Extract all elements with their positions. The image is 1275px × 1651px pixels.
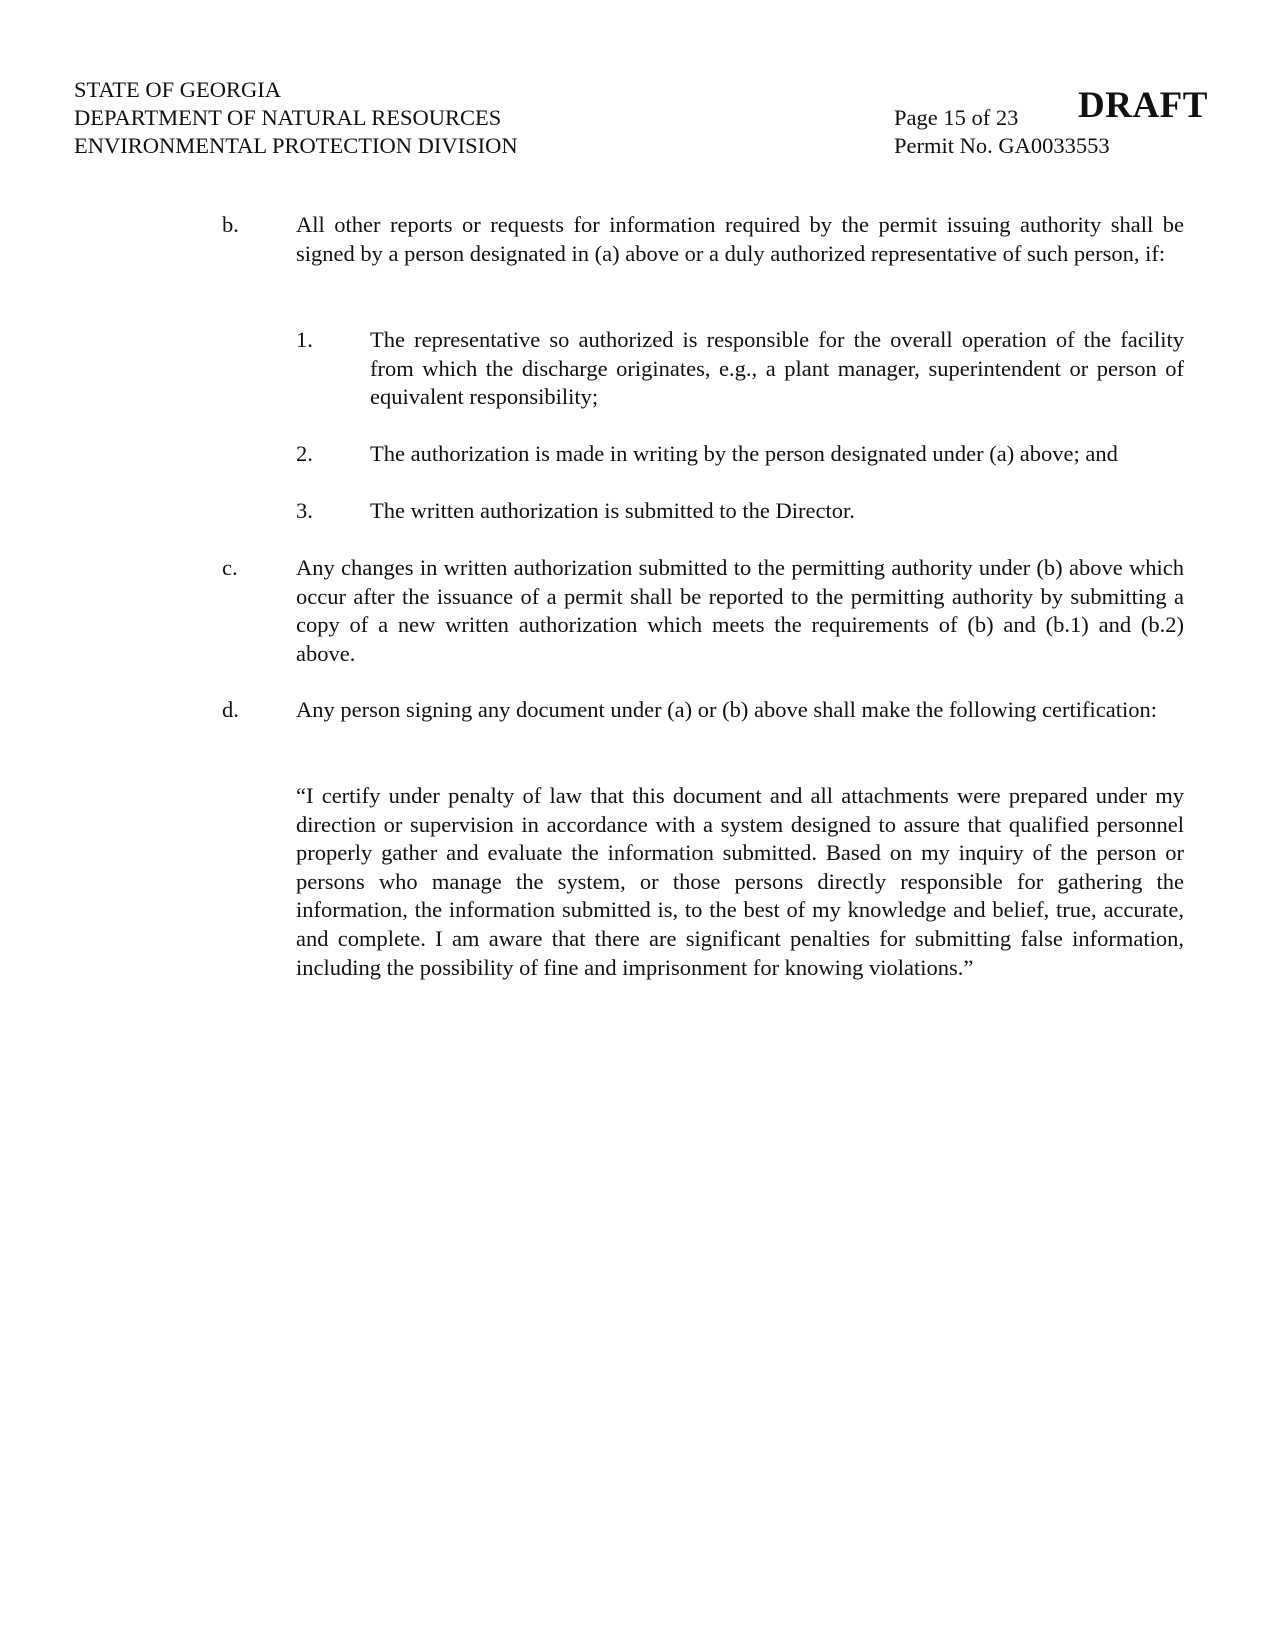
subitem-3-text: The written authorization is submitted to the Director. <box>370 498 855 523</box>
item-b-text: All other reports or requests for information required by the permit issuing authority shall be signed by a person designated in (a) above or a duly authorized representative of such person, if: <box>296 212 1184 266</box>
draft-label: DRAFT <box>1078 85 1208 126</box>
subitem-2-marker: 2. <box>296 441 313 466</box>
item-c-marker: c. <box>222 555 238 580</box>
agency-line-division: ENVIRONMENTAL PROTECTION DIVISION <box>74 133 518 158</box>
item-c-text: Any changes in written authorization submitted to the permitting authority under (b) above which occur after the issuance of a permit shall be reported to the permitting authority by submitting a copy of a new written authorization which meets the requirements of (b) and (b.1) and (b.2) above. <box>296 555 1184 666</box>
agency-header <box>74 76 518 160</box>
page-number: Page 15 of 23 <box>894 105 1019 130</box>
item-b-marker: b. <box>222 212 239 237</box>
agency-line-department: DEPARTMENT OF NATURAL RESOURCES <box>74 105 502 130</box>
certification-quote: “I certify under penalty of law that this document and all attachments were prepared under my direction or supervision in accordance with a system designed to assure that qualified personnel properly gather and evaluate the information submitted. Based on my inquiry of the person or persons who manage the system, or those persons directly responsible for gathering the information, the information submitted is, to the best of my knowledge and belief, true, accurate, and complete. I am aware that there are significant penalties for submitting false information, including the possibility of fine and imprisonment for knowing violations.” <box>296 783 1184 980</box>
agency-line-state: STATE OF GEORGIA <box>74 77 281 102</box>
subitem-1-text: The representative so authorized is responsible for the overall operation of the facility from which the discharge originates, e.g., a plant manager, superintendent or person of equivalent responsibility; <box>370 327 1184 410</box>
permit-number: Permit No. GA0033553 <box>894 133 1110 158</box>
subitem-3-marker: 3. <box>296 498 313 523</box>
subitem-1-marker: 1. <box>296 327 313 352</box>
item-d-text: Any person signing any document under (a) or (b) above shall make the following certification: <box>296 697 1157 722</box>
item-d-marker: d. <box>222 697 239 722</box>
subitem-2-text: The authorization is made in writing by the person designated under (a) above; and <box>370 441 1118 466</box>
